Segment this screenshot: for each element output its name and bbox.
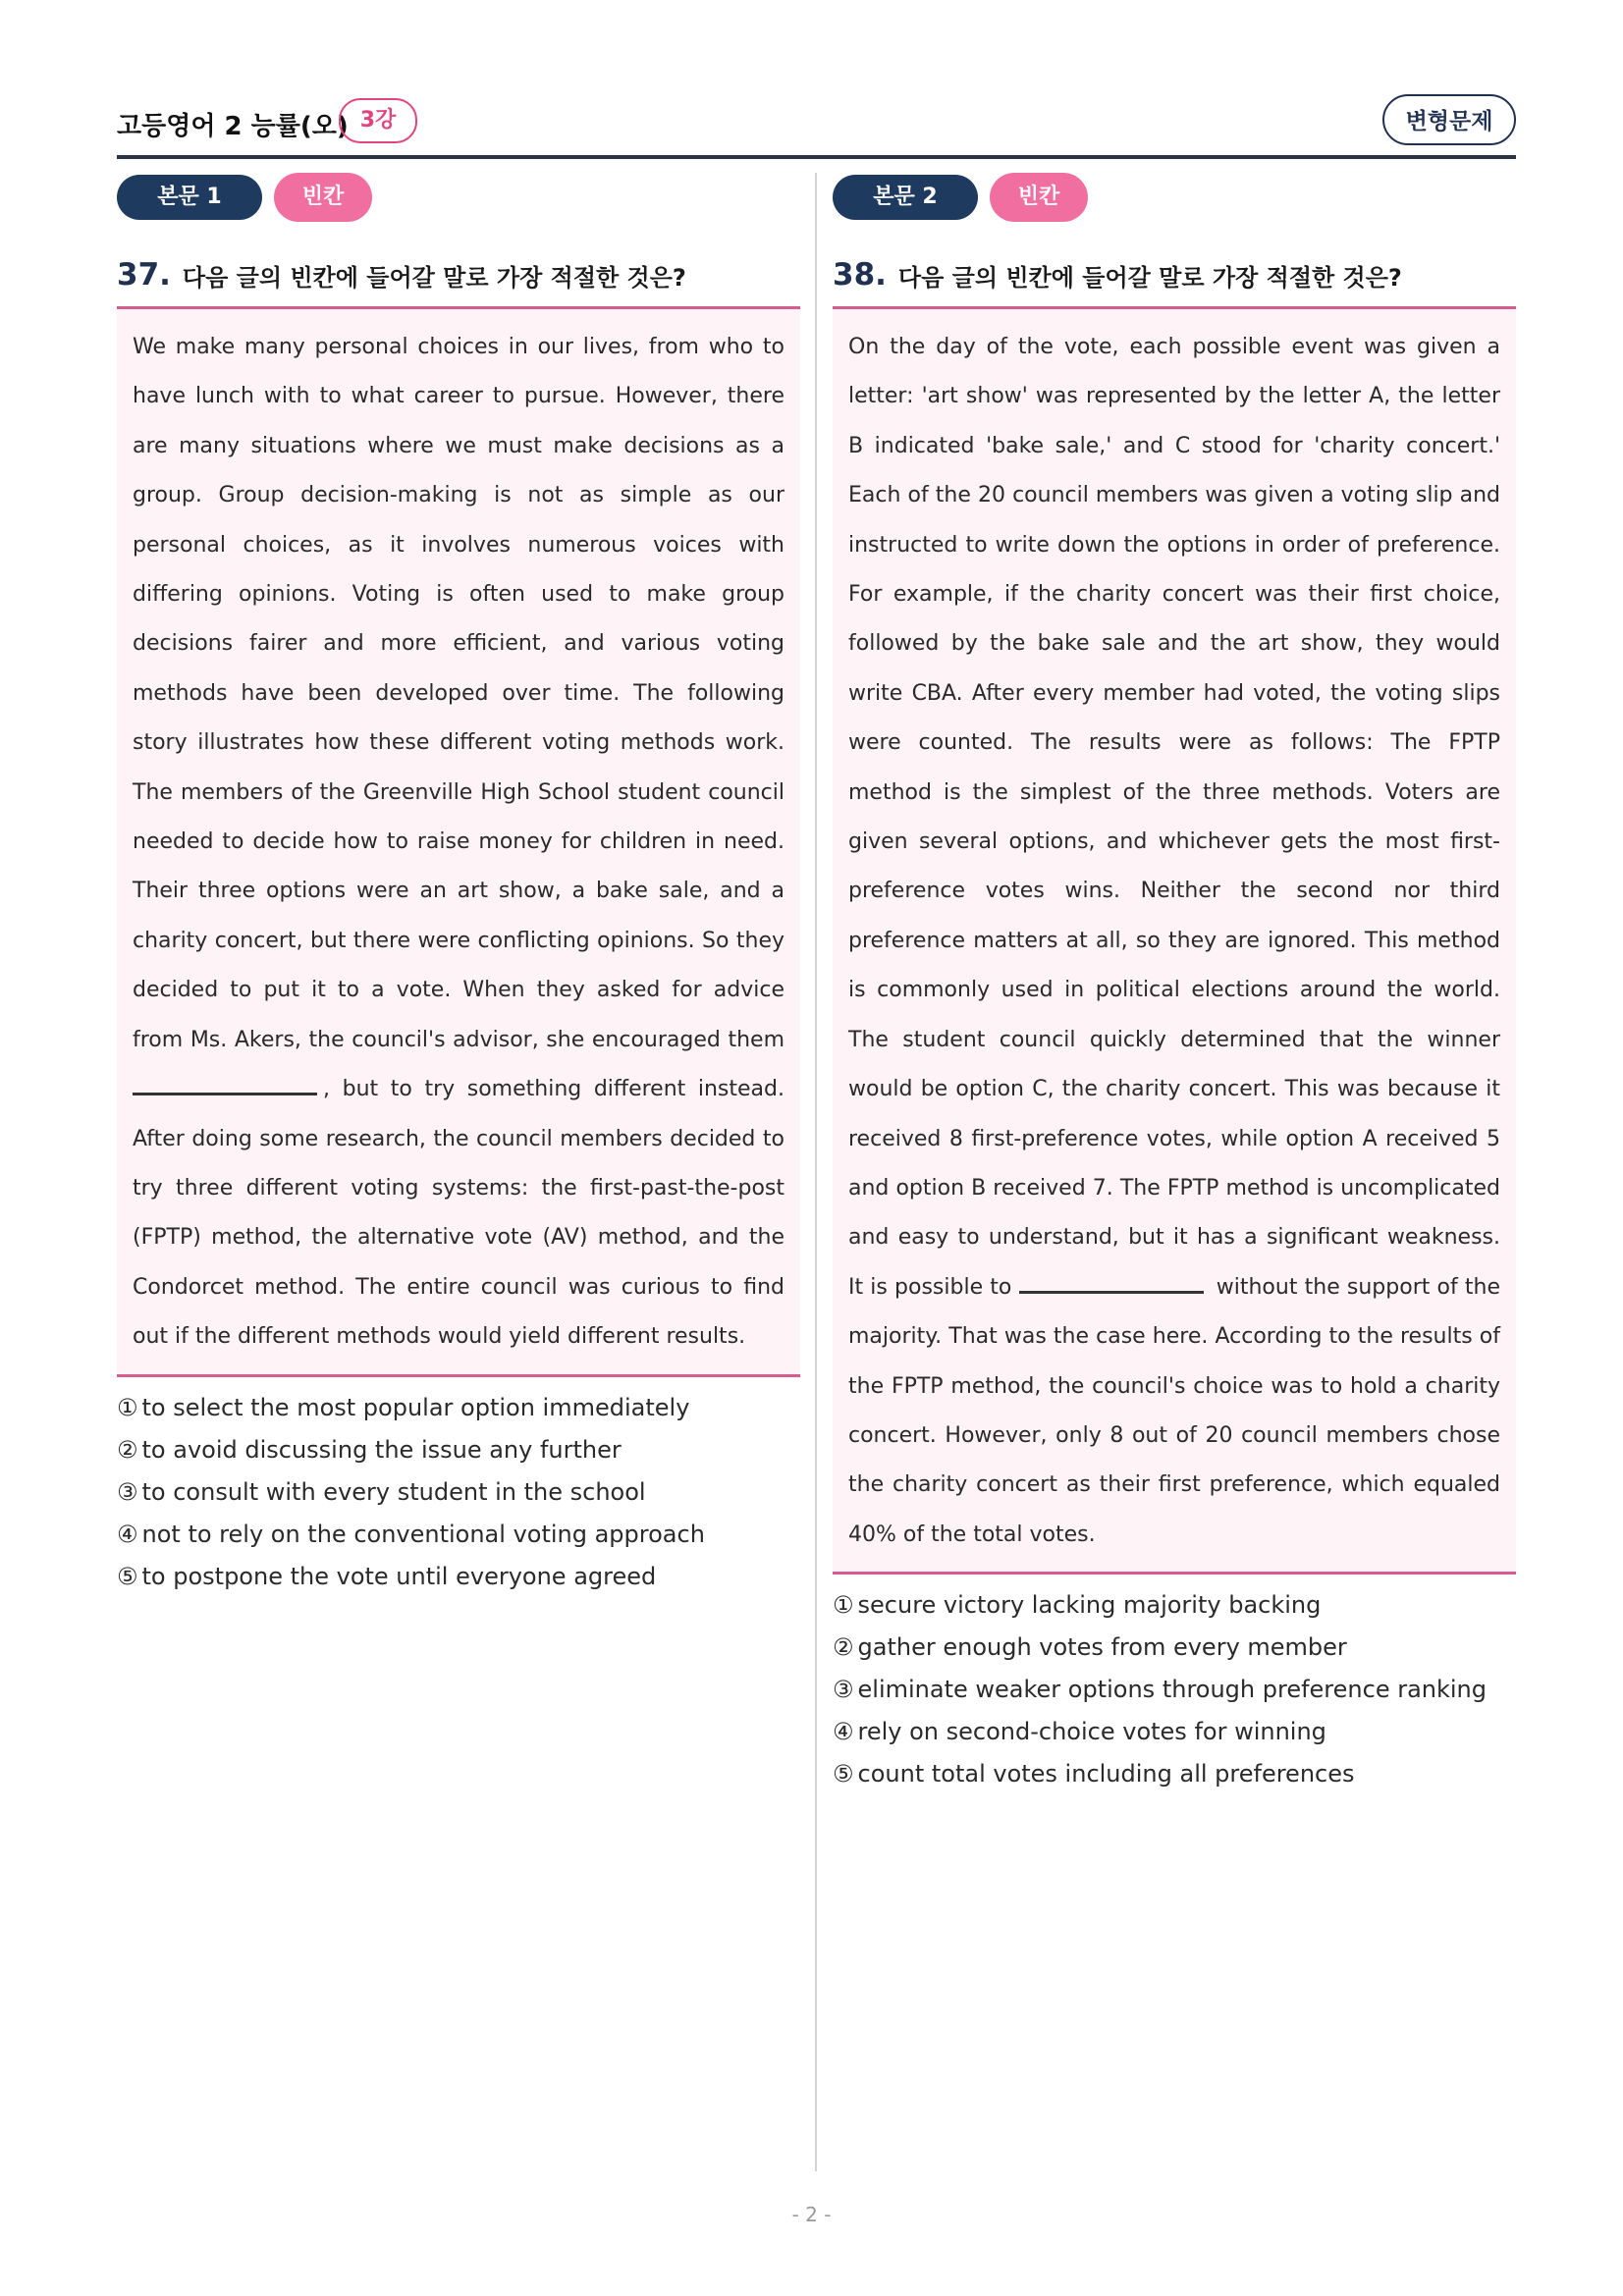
- type-tag: 빈칸: [274, 173, 372, 222]
- passage-before-blank: We make many personal choices in our lives, from who to have lunch with to what career to pursue. However, there are many situations where we must make decisions as a group. Group decision-making is not as simple as our personal choices, as it involves numerous voices with differing opinions. Voting is often used to make group decisions fairer and more efficient, and various voting methods have been developed over time. The following story illustrates how these different voting methods work. The members of the Greenville High School student council needed to decide how to raise money for children in need. Their three options were an art show, a bake sale, and a charity concert, but there were conflicting opinions. So they decided to put it to a vote. When they asked for advice from Ms. Akers, the council's advisor, she encouraged them: [133, 335, 784, 1052]
- answer-options: [833, 1584, 1516, 1795]
- option-number: ②: [833, 1633, 854, 1662]
- answer-option[interactable]: [117, 1556, 800, 1598]
- passage-tag: 본문 2: [833, 175, 978, 220]
- option-number: ③: [833, 1676, 854, 1704]
- option-text: to avoid discussing the issue any further: [141, 1435, 622, 1464]
- option-text: to consult with every student in the school: [141, 1477, 646, 1506]
- answer-option[interactable]: [117, 1514, 800, 1556]
- question-number: 37.: [117, 257, 171, 293]
- lesson-badge: 3강: [339, 98, 417, 143]
- passage-box: [833, 309, 1516, 1572]
- option-text: rely on second-choice votes for winning: [857, 1718, 1326, 1746]
- question-prompt: [833, 257, 1516, 300]
- column-divider: [815, 173, 817, 2171]
- option-text: eliminate weaker options through preference ranking: [857, 1676, 1488, 1704]
- answer-option[interactable]: [117, 1429, 800, 1471]
- option-text: gather enough votes from every member: [857, 1633, 1347, 1662]
- option-text: count total votes including all preferences: [857, 1760, 1355, 1789]
- question-37-column: [117, 173, 800, 1598]
- option-number: ⑤: [117, 1562, 138, 1590]
- passage-after-blank: without the support of the majority. That was the case here. According to the results of the FPTP method, the council's choice was to hold a charity concert. However, only 8 out of 20 council members chose the charity concert as their first preference, which equaled 40% of the total votes.: [848, 1274, 1501, 1547]
- question-number: 38.: [833, 257, 887, 293]
- answer-blank: [133, 1079, 317, 1095]
- passage-bottom-rule: [117, 1374, 800, 1377]
- option-text: not to rely on the conventional voting approach: [141, 1520, 705, 1548]
- answer-option[interactable]: [833, 1627, 1516, 1669]
- answer-option[interactable]: [117, 1387, 800, 1429]
- passage-text: [133, 323, 784, 1362]
- answer-option[interactable]: [833, 1753, 1516, 1795]
- option-number: ①: [833, 1591, 854, 1620]
- page-header: [117, 94, 1516, 155]
- option-number: ③: [117, 1477, 138, 1506]
- answer-option[interactable]: [833, 1711, 1516, 1753]
- question-text: 다음 글의 빈칸에 들어갈 말로 가장 적절한 것은?: [897, 263, 1402, 292]
- question-text: 다음 글의 빈칸에 들어갈 말로 가장 적절한 것은?: [182, 263, 686, 292]
- option-number: ①: [117, 1393, 138, 1421]
- tag-row: [117, 173, 800, 220]
- passage-tag: 본문 1: [117, 175, 262, 220]
- type-tag: 빈칸: [990, 173, 1088, 222]
- option-number: ④: [833, 1718, 854, 1746]
- option-text: to postpone the vote until everyone agreed: [141, 1562, 657, 1590]
- passage-box: [117, 309, 800, 1374]
- answer-options: [117, 1387, 800, 1598]
- option-text: secure victory lacking majority backing: [857, 1591, 1322, 1620]
- answer-option[interactable]: [833, 1669, 1516, 1711]
- question-prompt: [117, 257, 800, 300]
- passage-before-blank: On the day of the vote, each possible event was given a letter: 'art show' was represented by the letter A, the letter B indicated 'bake sale,' and C stood for 'charity concert.' Each of the 20 council members was given a voting slip and instructed to write down the options in order of preference. For example, if the charity concert was their first choice, followed by the bake sale and the art show, they would write CBA. After every member had voted, the voting slips were counted. The results were as follows: The FPTP method is the simplest of the three methods. Voters are given several options, and whichever gets the most first-preference votes wins. Neither the second nor third preference matters at all, so they are ignored. This method is commonly used in political elections around the world. The student council quickly determined that the winner would be option C, the charity concert. This was because it received 8 first-preference votes, while option A received 5 and option B received 7. The FPTP method is uncomplicated and easy to understand, but it has a significant weakness. It is possible to: [848, 335, 1500, 1300]
- passage-after-blank: , but to try something different instead. After doing some research, the council members decided to try three different voting systems: the first-past-the-post (FPTP) method, the alternative vote (AV) method, and the Condorcet method. The entire council was curious to find out if the different methods would yield different results.: [133, 1077, 784, 1350]
- answer-option[interactable]: [117, 1471, 800, 1514]
- option-number: ②: [117, 1435, 138, 1464]
- option-number: ④: [117, 1520, 138, 1548]
- page-number: - 2 -: [791, 2203, 832, 2226]
- option-number: ⑤: [833, 1760, 854, 1789]
- answer-blank: [1019, 1277, 1204, 1294]
- question-38-column: [833, 173, 1516, 1795]
- answer-option[interactable]: [833, 1584, 1516, 1627]
- header-rule: [117, 155, 1516, 159]
- tag-row: [833, 173, 1516, 220]
- passage-text: [848, 323, 1500, 1560]
- passage-bottom-rule: [833, 1572, 1516, 1575]
- type-badge: 변형문제: [1382, 94, 1516, 145]
- option-text: to select the most popular option immediately: [141, 1393, 690, 1421]
- book-title: 고등영어 2 능률(오): [117, 112, 349, 141]
